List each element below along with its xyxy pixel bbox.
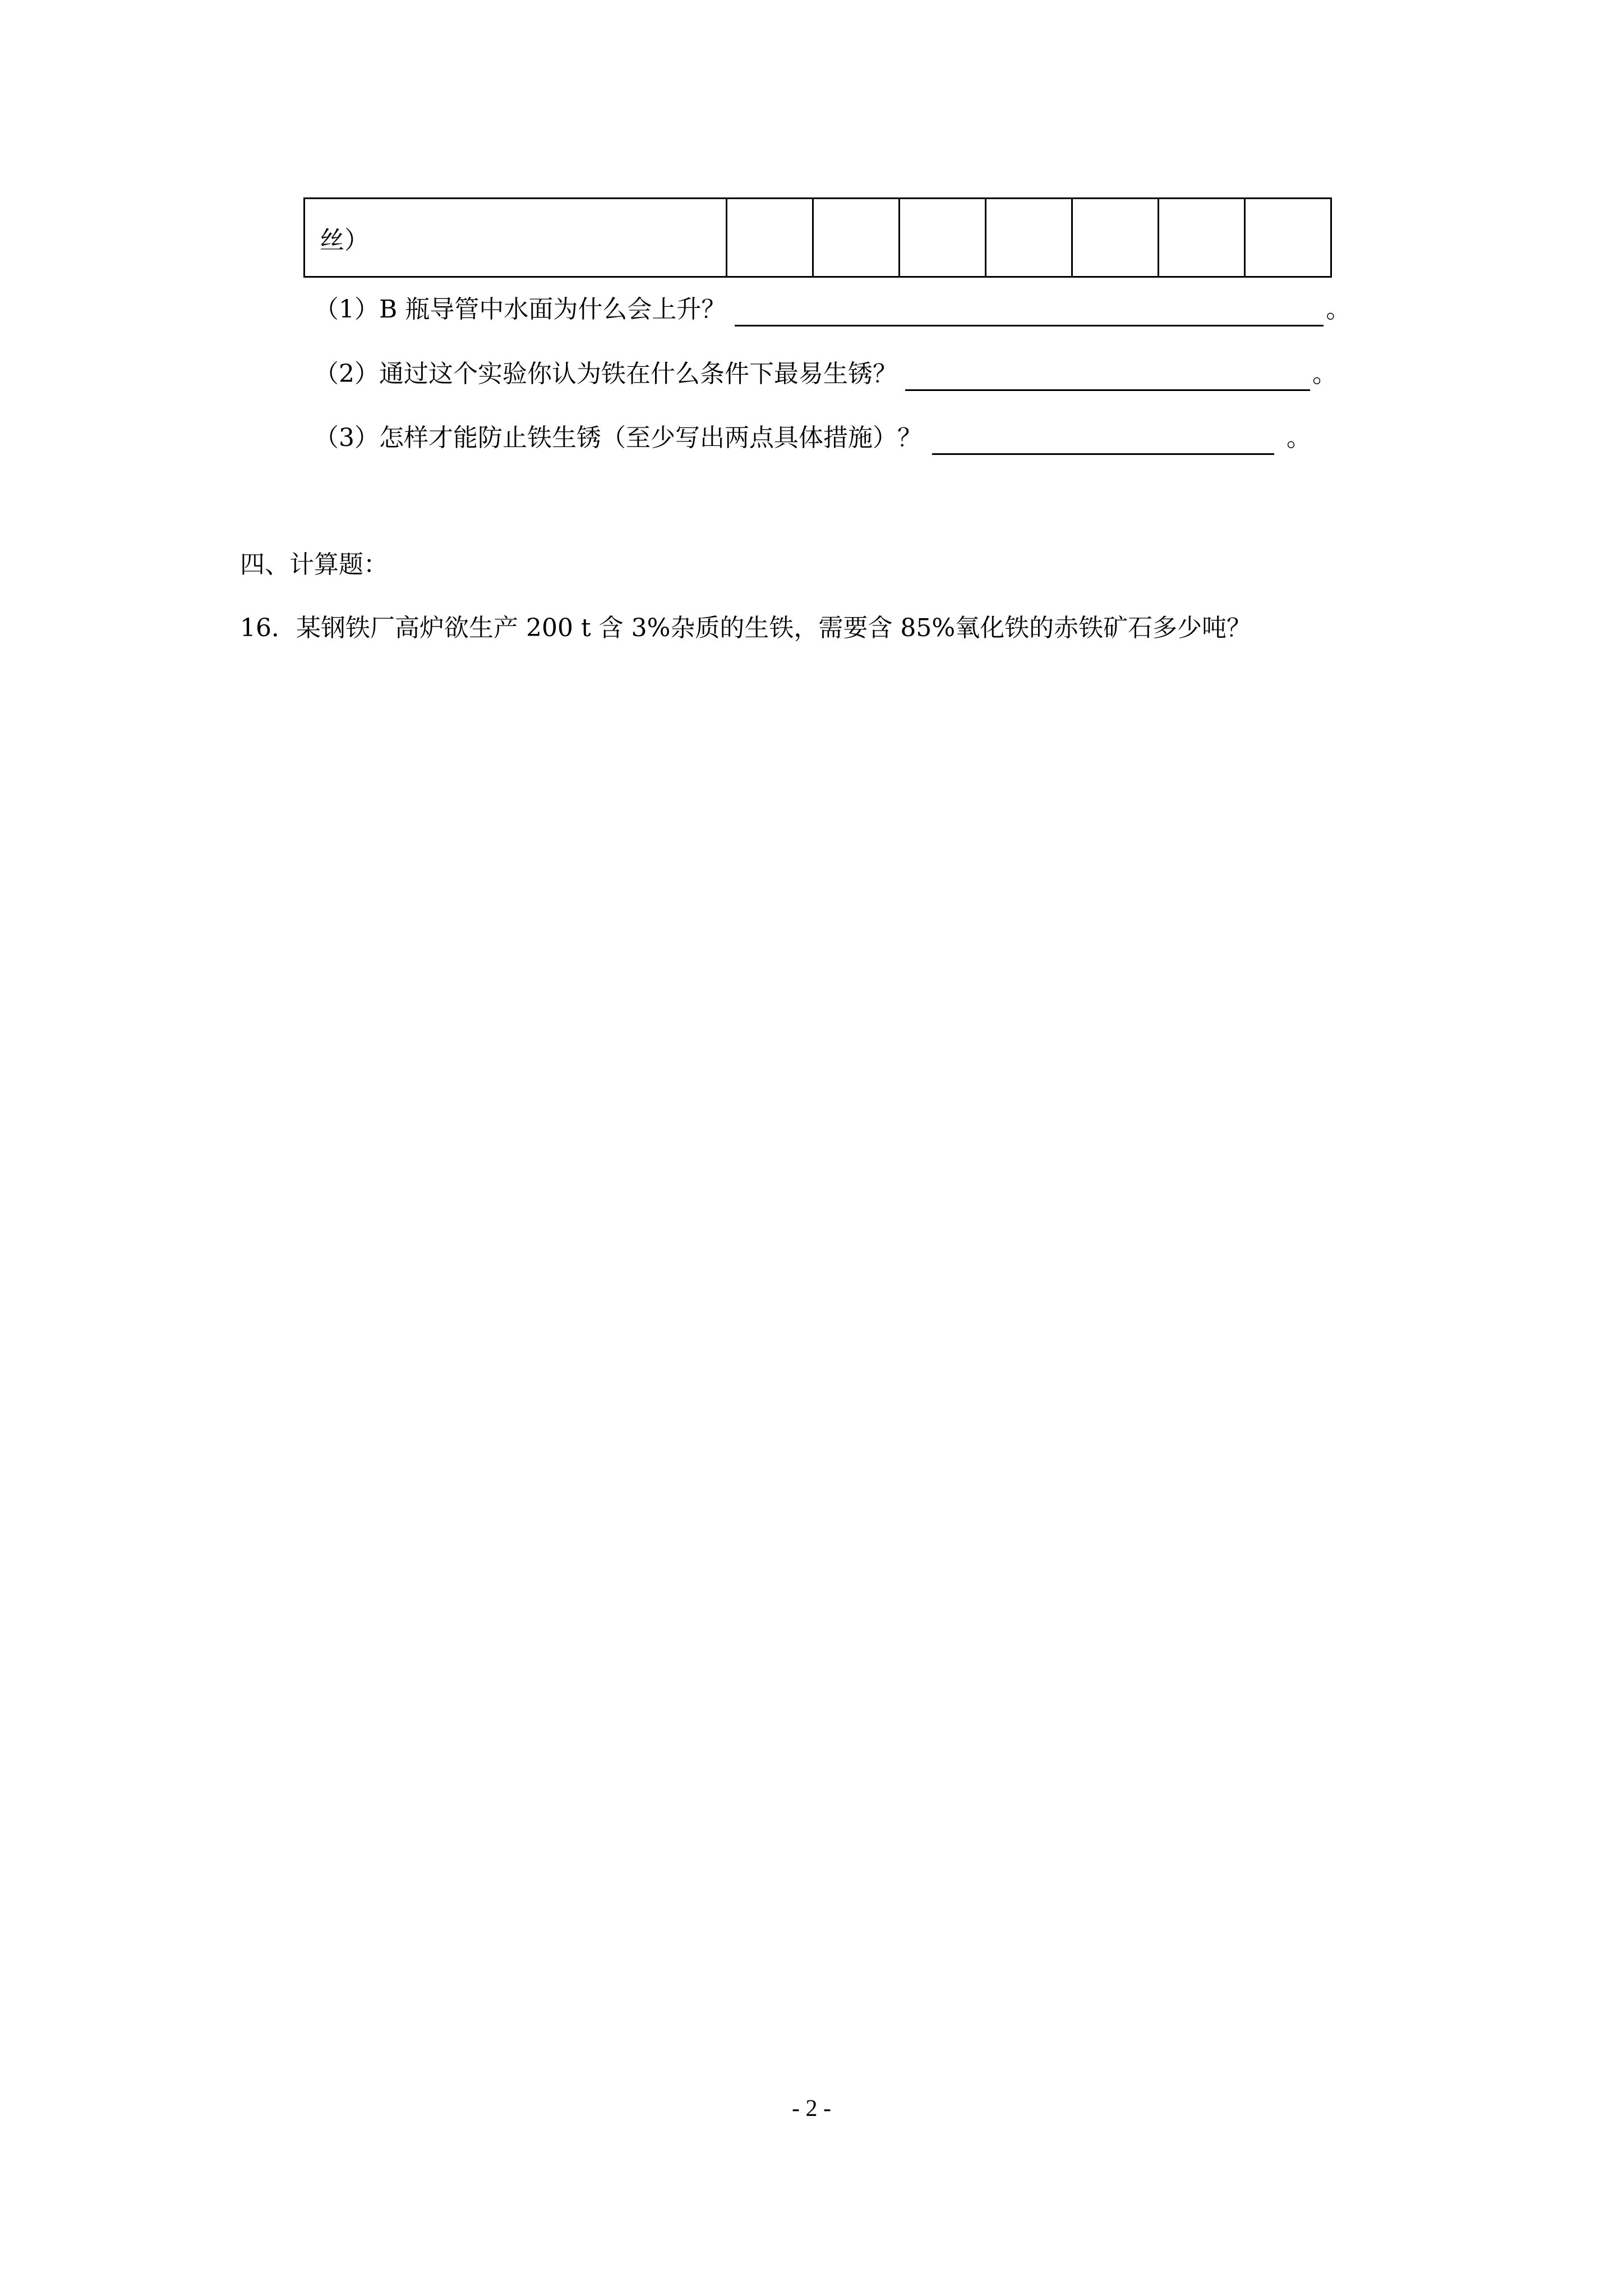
question-2	[314, 357, 1337, 391]
table-row	[305, 199, 1331, 277]
answer-blank-2[interactable]	[905, 364, 1310, 391]
question-1-end: 。	[1326, 295, 1351, 324]
question-3-text: （3）怎样才能防止铁生锈（至少写出两点具体措施）？	[314, 424, 922, 452]
table-cell-empty	[1159, 199, 1245, 277]
table-cell-empty	[986, 199, 1072, 277]
table-cell-empty	[727, 199, 813, 277]
question-3	[314, 421, 1311, 455]
section-heading: 四、计算题：	[240, 550, 388, 579]
table-cell-empty	[1072, 199, 1159, 277]
question-1-text: （1）B 瓶导管中水面为什么会上升？	[314, 295, 726, 324]
table-cell-empty	[813, 199, 900, 277]
question-3-end: 。	[1287, 424, 1311, 452]
table-cell-label: 丝）	[305, 199, 727, 277]
question-1	[314, 293, 1350, 326]
answer-blank-1[interactable]	[735, 299, 1324, 326]
experiment-table	[303, 197, 1332, 278]
table-cell-empty	[1245, 199, 1331, 277]
answer-blank-3[interactable]	[932, 427, 1274, 455]
question-16: 16．某钢铁厂高炉欲生产 200 t 含 3%杂质的生铁，需要含 85%氧化铁的赤铁矿石多少吨？	[240, 614, 1252, 642]
question-2-text: （2）通过这个实验你认为铁在什么条件下最易生锈？	[314, 360, 897, 388]
question-2-end: 。	[1312, 360, 1337, 388]
table-cell-empty	[900, 199, 986, 277]
page-number: - 2 -	[792, 2096, 831, 2122]
